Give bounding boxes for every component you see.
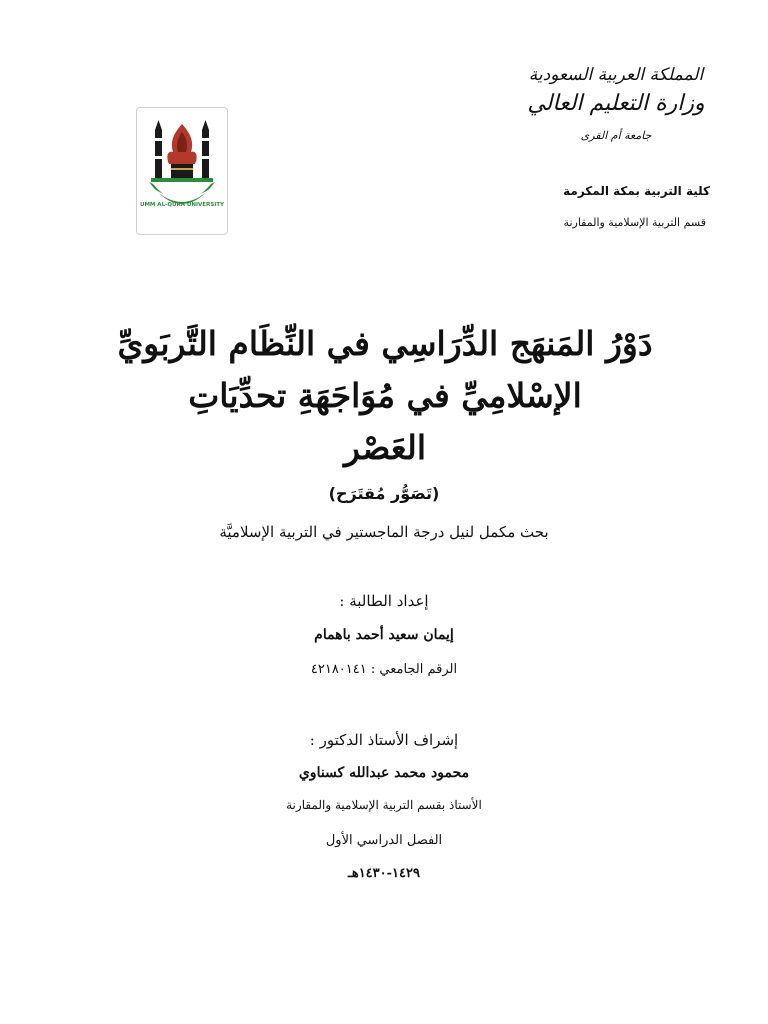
university-logo-emblem-icon <box>137 108 227 234</box>
supervisor-name: محمود محمد عبدالله كسناوي <box>298 765 470 781</box>
semester: الفصل الدراسي الأول <box>325 833 443 848</box>
institution-header <box>516 62 716 144</box>
supervisor-label: إشراف الأستاذ الدكتور : <box>309 731 459 749</box>
kingdom-name: المملكة العربية السعودية <box>528 65 704 85</box>
college-name: كلية التربية بمكة المكرمة <box>563 184 710 198</box>
thesis-subtitle: (تَصَوُّر مُقتَرَح) <box>328 484 440 503</box>
student-label: إعداد الطالبة : <box>339 592 429 610</box>
title-line-3: العَصْر <box>344 428 426 467</box>
student-name: إيمان سعيد أحمد باهمام <box>314 627 454 643</box>
university-name: جامعة أم القرى <box>580 129 652 142</box>
student-id: الرقم الجامعي : ٤٢١٨٠١٤١ <box>310 662 458 677</box>
degree-statement: بحث مكمل لنيل درجة الماجستير في التربية الإسلاميَّة <box>219 523 549 541</box>
title-line-2: الإسْلامِيِّ في مُوَاجَهَةِ تحدِّيَاتِ <box>188 376 582 415</box>
logo-text: UMM AL-QURA UNIVERSITY <box>139 202 225 208</box>
title-line-1: دَوْرُ المَنهَج الدِّرَاسِي في النِّظَام التَّربَويِّ <box>117 324 653 363</box>
academic-year: ١٤٢٩-١٤٣٠هـ <box>348 866 420 881</box>
supervisor-position: الأستاذ بقسم التربية الإسلامية والمقارنة <box>286 798 482 812</box>
ministry-name: وزارة التعليم العالي <box>527 91 705 116</box>
university-logo <box>136 107 228 235</box>
department-name: قسم التربية الإسلامية والمقارنة <box>563 216 706 229</box>
thesis-title <box>90 318 680 474</box>
